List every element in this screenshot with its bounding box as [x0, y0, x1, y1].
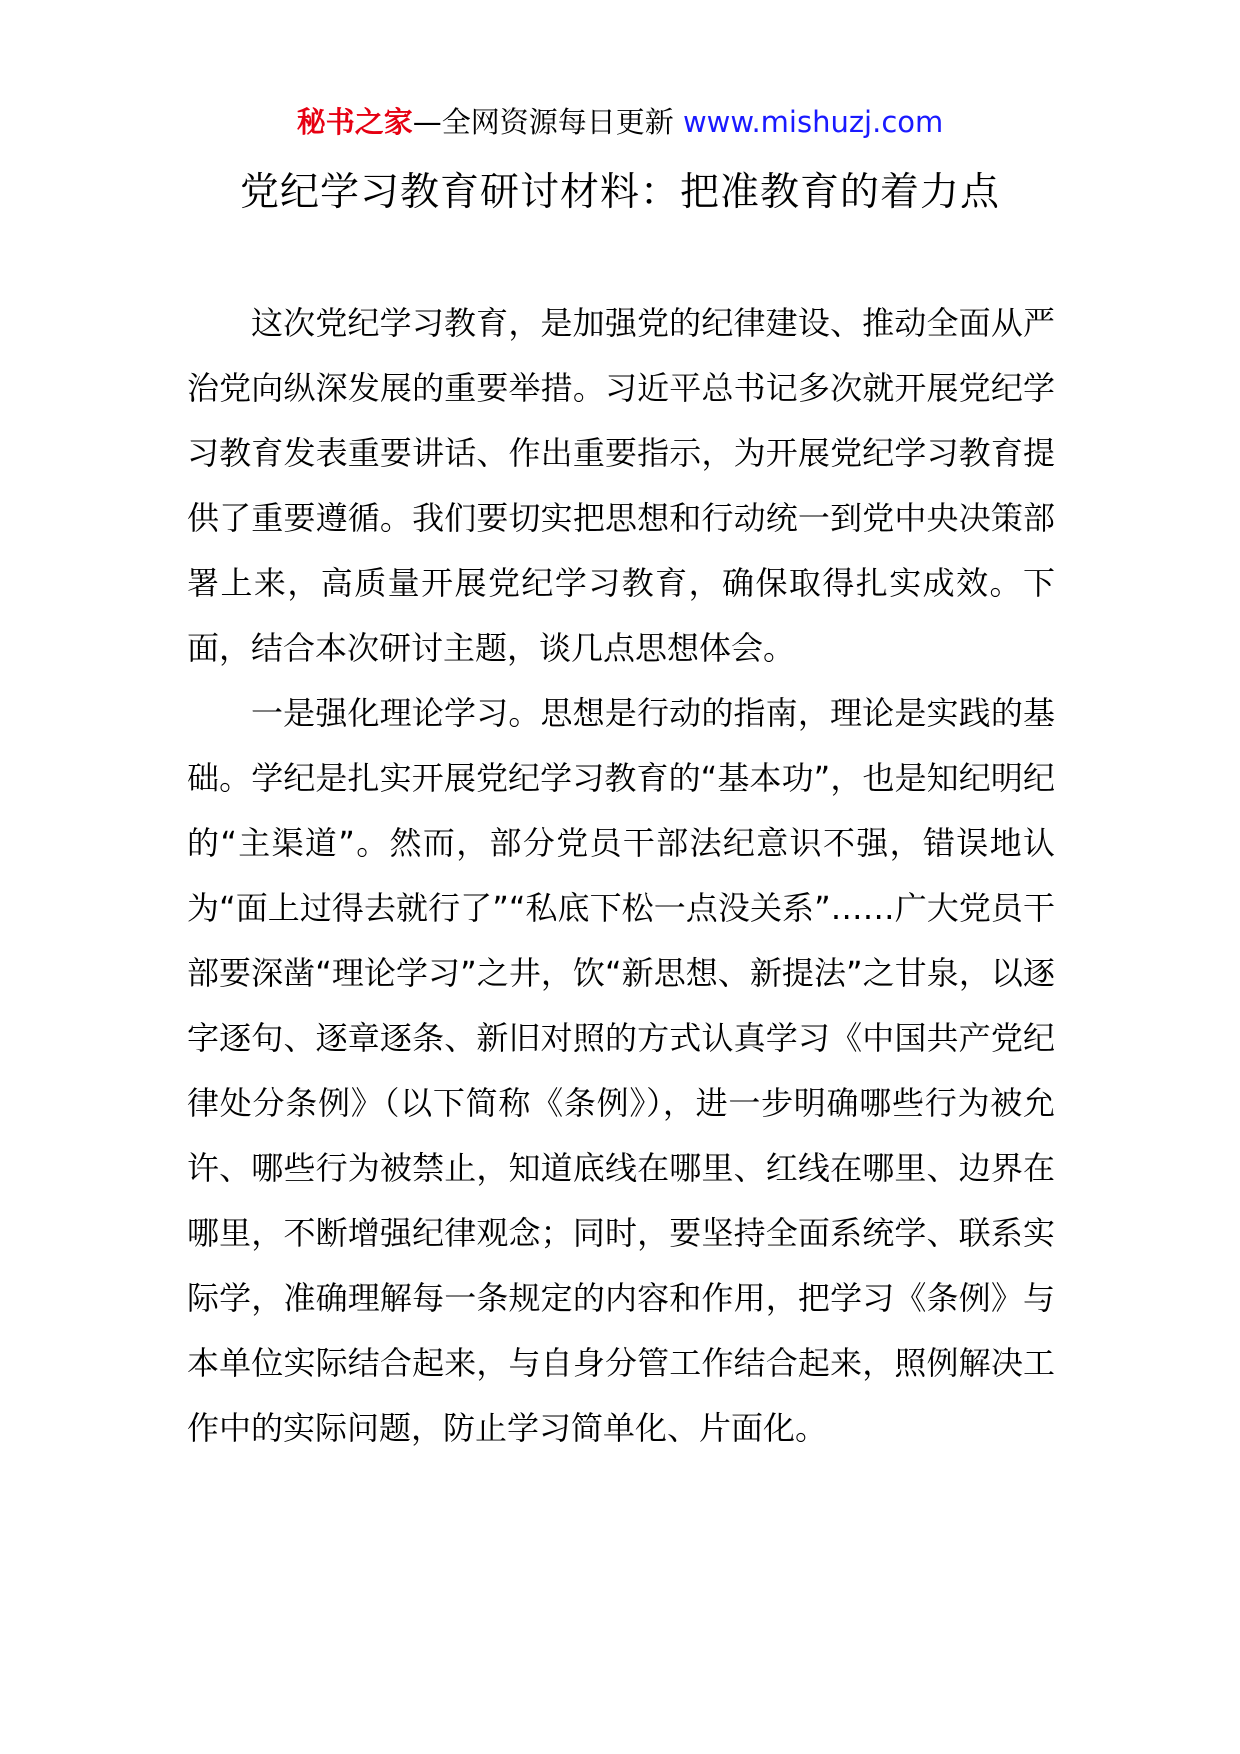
intro-paragraph: 这次党纪学习教育，是加强党的纪律建设、推动全面从严治党向纵深发展的重要举措。习近平总书记多次就开展党纪学习教育发表重要讲话、作出重要指示，为开展党纪学习教育提供了重要遵循。我们要切实把思想和行动统一到党中央决策部署上来，高质量开展党纪学习教育，确保取得扎实成效。下面，结合本次研讨主题，谈几点思想体会。	[187, 304, 1055, 667]
brand-name: 秘书之家	[296, 105, 413, 139]
site-header	[0, 100, 1240, 144]
site-url-link[interactable]: www.mishuzj.com	[682, 105, 944, 139]
header-slogan: —全网资源每日更新	[412, 105, 683, 139]
theory-study-paragraph: 一是强化理论学习。思想是行动的指南，理论是实践的基础。学纪是扎实开展党纪学习教育的“基本功”，也是知纪明纪的“主渠道”。然而，部分党员干部法纪意识不强，错误地认为“面上过得去就行了”“私底下松一点没关系”……广大党员干部要深凿“理论学习”之井，饮“新思想、新提法”之甘泉，以逐字逐句、逐章逐条、新旧对照的方式认真学习《中国共产党纪律处分条例》（以下简称《条例》），进一步明确哪些行为被允许、哪些行为被禁止，知道底线在哪里、红线在哪里、边界在哪里，不断增强纪律观念；同时，要坚持全面系统学、联系实际学，准确理解每一条规定的内容和作用，把学习《条例》与本单位实际结合起来，与自身分管工作结合起来，照例解决工作中的实际问题，防止学习简单化、片面化。	[187, 694, 1055, 1447]
document-title: 党纪学习教育研讨材料：把准教育的着力点	[239, 170, 1000, 215]
document-body	[187, 291, 1055, 1461]
